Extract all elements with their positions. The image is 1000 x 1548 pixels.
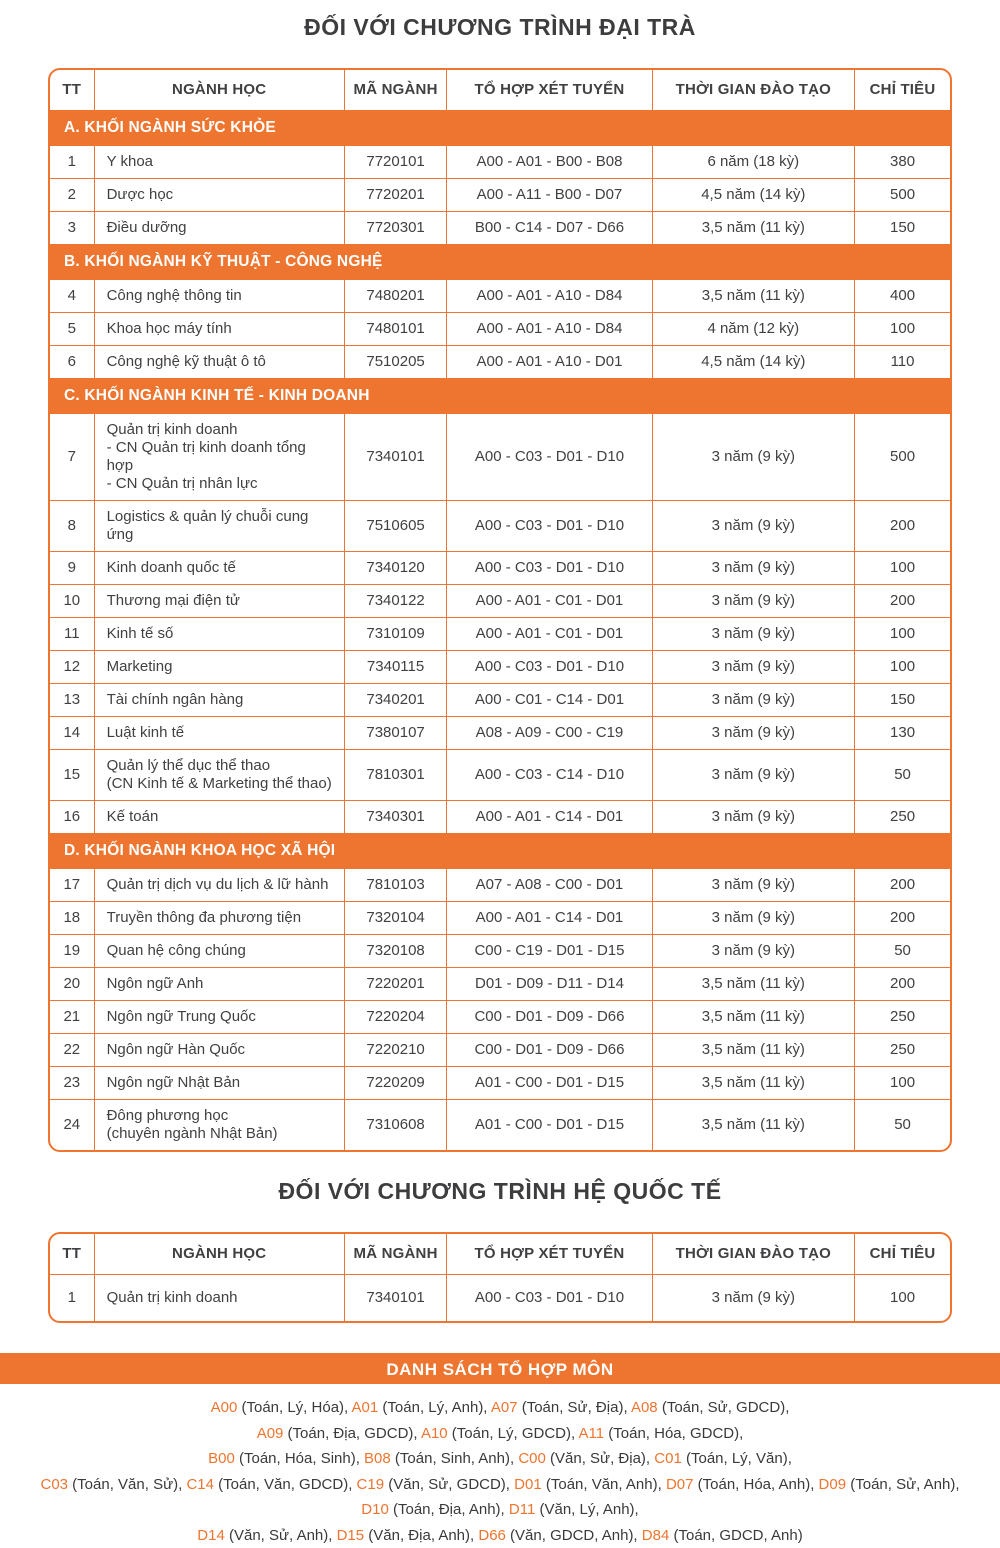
combo-subjects: (Toán, Văn, Sử), xyxy=(68,1476,182,1493)
cell-tt: 1 xyxy=(50,146,94,179)
cell-thoigian: 3 năm (9 kỳ) xyxy=(652,869,855,902)
cell-ma: 7480101 xyxy=(344,313,447,346)
column-header: CHỈ TIÊU xyxy=(855,70,950,111)
program-name-line: Ngôn ngữ Trung Quốc xyxy=(107,1008,336,1026)
cell-tohop: A00 - A01 - C01 - D01 xyxy=(447,618,652,651)
table-row xyxy=(50,346,950,379)
cell-tt: 3 xyxy=(50,212,94,245)
cell-chitieu: 200 xyxy=(855,869,950,902)
cell-tt: 8 xyxy=(50,501,94,552)
combo-line xyxy=(0,1497,1000,1523)
table-row xyxy=(50,801,950,834)
cell-thoigian: 3,5 năm (11 kỳ) xyxy=(652,1034,855,1067)
cell-nganh xyxy=(94,869,344,902)
program-name-line: (chuyên ngành Nhật Bản) xyxy=(107,1125,336,1143)
cell-ma: 7220210 xyxy=(344,1034,447,1067)
cell-nganh xyxy=(94,1001,344,1034)
column-header: MÃ NGÀNH xyxy=(344,70,447,111)
combo-subjects: (Toán, Hóa, Anh), xyxy=(693,1476,814,1493)
cell-tt: 18 xyxy=(50,902,94,935)
cell-tt: 19 xyxy=(50,935,94,968)
table-row xyxy=(50,935,950,968)
cell-thoigian: 3 năm (9 kỳ) xyxy=(652,651,855,684)
program-name-line: Y khoa xyxy=(107,153,336,171)
program-name-line: Điều dưỡng xyxy=(107,219,336,237)
cell-ma: 7340301 xyxy=(344,801,447,834)
section-band-row xyxy=(50,834,950,869)
table-row xyxy=(50,179,950,212)
program-name-line: Tài chính ngân hàng xyxy=(107,691,336,709)
program-name-line: Quản lý thể dục thể thao xyxy=(107,757,336,775)
section-band-row xyxy=(50,111,950,146)
table-row xyxy=(50,585,950,618)
cell-nganh xyxy=(94,935,344,968)
cell-tt: 1 xyxy=(50,1275,94,1322)
program-name-line: Marketing xyxy=(107,658,336,676)
program-name-line: Dược học xyxy=(107,186,336,204)
combo-subjects: (Toán, Lý, Văn), xyxy=(682,1450,792,1467)
program-table-regular-grid xyxy=(50,70,950,1150)
page-title-regular-program: ĐỐI VỚI CHƯƠNG TRÌNH ĐẠI TRÀ xyxy=(0,14,1000,41)
cell-tohop: A08 - A09 - C00 - C19 xyxy=(447,717,652,750)
cell-tt: 2 xyxy=(50,179,94,212)
program-name-line: Công nghệ kỹ thuật ô tô xyxy=(107,353,336,371)
cell-ma: 7320104 xyxy=(344,902,447,935)
program-table-international-grid xyxy=(50,1234,950,1321)
cell-chitieu: 100 xyxy=(855,313,950,346)
cell-thoigian: 3,5 năm (11 kỳ) xyxy=(652,212,855,245)
cell-thoigian: 3,5 năm (11 kỳ) xyxy=(652,1001,855,1034)
cell-ma: 7220201 xyxy=(344,968,447,1001)
cell-ma: 7310608 xyxy=(344,1100,447,1151)
combo-line xyxy=(0,1446,1000,1472)
program-name-line: - CN Quản trị nhân lực xyxy=(107,475,336,493)
column-header: MÃ NGÀNH xyxy=(344,1234,447,1275)
cell-thoigian: 3 năm (9 kỳ) xyxy=(652,1275,855,1322)
table-row xyxy=(50,313,950,346)
combo-subjects: (Toán, Sử, Địa), xyxy=(518,1399,628,1416)
cell-tohop: A07 - A08 - C00 - D01 xyxy=(447,869,652,902)
cell-tt: 5 xyxy=(50,313,94,346)
table-row xyxy=(50,552,950,585)
cell-thoigian: 3 năm (9 kỳ) xyxy=(652,552,855,585)
program-name-line: Kinh doanh quốc tế xyxy=(107,559,336,577)
table-row xyxy=(50,717,950,750)
cell-nganh xyxy=(94,684,344,717)
cell-nganh xyxy=(94,1275,344,1322)
cell-tohop: A00 - C03 - D01 - D10 xyxy=(447,651,652,684)
program-name-line: Đông phương học xyxy=(107,1107,336,1125)
cell-ma: 7720201 xyxy=(344,179,447,212)
combo-code: A00 xyxy=(211,1399,238,1416)
cell-thoigian: 3,5 năm (11 kỳ) xyxy=(652,968,855,1001)
table-row xyxy=(50,618,950,651)
cell-chitieu: 100 xyxy=(855,618,950,651)
table-row xyxy=(50,146,950,179)
program-name-line: Thương mại điện tử xyxy=(107,592,336,610)
cell-chitieu: 50 xyxy=(855,935,950,968)
section-band-label: A. KHỐI NGÀNH SỨC KHỎE xyxy=(50,111,950,146)
cell-chitieu: 500 xyxy=(855,414,950,501)
cell-chitieu: 150 xyxy=(855,212,950,245)
combo-line xyxy=(0,1472,1000,1498)
cell-tt: 10 xyxy=(50,585,94,618)
program-name-line: Quản trị kinh doanh xyxy=(107,421,336,439)
combo-code: B08 xyxy=(364,1450,391,1467)
subject-combos-banner-title: DANH SÁCH TỔ HỢP MÔN xyxy=(386,1360,613,1379)
cell-ma: 7340115 xyxy=(344,651,447,684)
cell-tt: 15 xyxy=(50,750,94,801)
column-header: CHỈ TIÊU xyxy=(855,1234,950,1275)
combo-line xyxy=(0,1421,1000,1447)
cell-tt: 21 xyxy=(50,1001,94,1034)
cell-tohop: A00 - C01 - C14 - D01 xyxy=(447,684,652,717)
cell-tohop: A00 - A01 - C01 - D01 xyxy=(447,585,652,618)
cell-tohop: A01 - C00 - D01 - D15 xyxy=(447,1067,652,1100)
program-name-line: Kinh tế số xyxy=(107,625,336,643)
cell-thoigian: 3 năm (9 kỳ) xyxy=(652,801,855,834)
combo-code: B00 xyxy=(208,1450,235,1467)
combo-code: A11 xyxy=(579,1425,605,1442)
combo-code: A09 xyxy=(257,1425,284,1442)
cell-ma: 7480201 xyxy=(344,280,447,313)
cell-chitieu: 200 xyxy=(855,902,950,935)
cell-nganh xyxy=(94,280,344,313)
cell-nganh xyxy=(94,313,344,346)
cell-nganh xyxy=(94,146,344,179)
cell-tt: 11 xyxy=(50,618,94,651)
cell-tohop: A00 - A01 - A10 - D01 xyxy=(447,346,652,379)
header-row xyxy=(50,1234,950,1275)
section-band-label: D. KHỐI NGÀNH KHOA HỌC XÃ HỘI xyxy=(50,834,950,869)
cell-nganh xyxy=(94,179,344,212)
section-band-row xyxy=(50,379,950,414)
cell-tohop: A00 - A01 - B00 - B08 xyxy=(447,146,652,179)
combo-code: C03 xyxy=(40,1476,68,1493)
combo-subjects: (Văn, Sử, Anh), xyxy=(225,1527,333,1544)
program-name-line: (CN Kinh tế & Marketing thể thao) xyxy=(107,775,336,793)
cell-nganh xyxy=(94,552,344,585)
cell-tohop: A00 - C03 - D01 - D10 xyxy=(447,414,652,501)
combo-subjects: (Toán, Sử, GDCD), xyxy=(658,1399,790,1416)
cell-chitieu: 250 xyxy=(855,801,950,834)
combo-subjects: (Toán, Hóa, GDCD), xyxy=(604,1425,743,1442)
cell-ma: 7340101 xyxy=(344,414,447,501)
table-row xyxy=(50,280,950,313)
table-row xyxy=(50,869,950,902)
cell-nganh xyxy=(94,501,344,552)
cell-ma: 7380107 xyxy=(344,717,447,750)
cell-nganh xyxy=(94,902,344,935)
cell-tohop: A00 - A01 - A10 - D84 xyxy=(447,280,652,313)
table-row xyxy=(50,1034,950,1067)
combo-subjects: (Văn, GDCD, Anh), xyxy=(506,1527,638,1544)
cell-thoigian: 3 năm (9 kỳ) xyxy=(652,902,855,935)
cell-tohop: C00 - C19 - D01 - D15 xyxy=(447,935,652,968)
cell-tohop: A00 - A01 - A10 - D84 xyxy=(447,313,652,346)
combo-subjects: (Toán, Địa, GDCD), xyxy=(283,1425,417,1442)
program-name-line: Khoa học máy tính xyxy=(107,320,336,338)
combo-code: A01 xyxy=(352,1399,379,1416)
program-name-line: Quản trị dịch vụ du lịch & lữ hành xyxy=(107,876,336,894)
column-header: TT xyxy=(50,1234,94,1275)
cell-ma: 7810103 xyxy=(344,869,447,902)
page-title-international-program: ĐỐI VỚI CHƯƠNG TRÌNH HỆ QUỐC TẾ xyxy=(0,1178,1000,1205)
combo-line xyxy=(0,1395,1000,1421)
section-band-label: C. KHỐI NGÀNH KINH TẾ - KINH DOANH xyxy=(50,379,950,414)
table-row xyxy=(50,1067,950,1100)
cell-tohop: A00 - A11 - B00 - D07 xyxy=(447,179,652,212)
combo-subjects: (Văn, Lý, Anh), xyxy=(535,1501,638,1518)
cell-nganh xyxy=(94,968,344,1001)
table-row xyxy=(50,684,950,717)
cell-tt: 22 xyxy=(50,1034,94,1067)
cell-tt: 6 xyxy=(50,346,94,379)
cell-chitieu: 500 xyxy=(855,179,950,212)
cell-ma: 7510605 xyxy=(344,501,447,552)
table-row xyxy=(50,750,950,801)
cell-thoigian: 3 năm (9 kỳ) xyxy=(652,717,855,750)
cell-tt: 7 xyxy=(50,414,94,501)
cell-tohop: A00 - C03 - D01 - D10 xyxy=(447,552,652,585)
cell-thoigian: 6 năm (18 kỳ) xyxy=(652,146,855,179)
cell-tt: 16 xyxy=(50,801,94,834)
cell-nganh xyxy=(94,585,344,618)
cell-tt: 4 xyxy=(50,280,94,313)
cell-tt: 17 xyxy=(50,869,94,902)
table-row xyxy=(50,212,950,245)
cell-thoigian: 4,5 năm (14 kỳ) xyxy=(652,346,855,379)
program-name-line: Luật kinh tế xyxy=(107,724,336,742)
combo-code: C00 xyxy=(518,1450,546,1467)
cell-ma: 7340122 xyxy=(344,585,447,618)
cell-nganh xyxy=(94,1100,344,1151)
cell-chitieu: 250 xyxy=(855,1001,950,1034)
program-name-line: Truyền thông đa phương tiện xyxy=(107,909,336,927)
program-name-line: Ngôn ngữ Nhật Bản xyxy=(107,1074,336,1092)
cell-chitieu: 200 xyxy=(855,585,950,618)
combo-code: D11 xyxy=(509,1501,535,1518)
combo-code: A10 xyxy=(421,1425,448,1442)
combo-code: D07 xyxy=(666,1476,694,1493)
cell-chitieu: 380 xyxy=(855,146,950,179)
cell-thoigian: 4 năm (12 kỳ) xyxy=(652,313,855,346)
combo-subjects: (Văn, Địa, Anh), xyxy=(364,1527,474,1544)
cell-chitieu: 100 xyxy=(855,1067,950,1100)
cell-chitieu: 150 xyxy=(855,684,950,717)
combo-subjects: (Toán, Văn, GDCD), xyxy=(214,1476,352,1493)
cell-thoigian: 3 năm (9 kỳ) xyxy=(652,750,855,801)
column-header: NGÀNH HỌC xyxy=(94,1234,344,1275)
cell-chitieu: 400 xyxy=(855,280,950,313)
cell-chitieu: 200 xyxy=(855,501,950,552)
program-name-line: Ngôn ngữ Hàn Quốc xyxy=(107,1041,336,1059)
cell-chitieu: 200 xyxy=(855,968,950,1001)
column-header: THỜI GIAN ĐÀO TẠO xyxy=(652,1234,855,1275)
program-name-line: Kế toán xyxy=(107,808,336,826)
cell-chitieu: 100 xyxy=(855,552,950,585)
cell-nganh xyxy=(94,801,344,834)
combo-subjects: (Toán, Hóa, Sinh), xyxy=(235,1450,360,1467)
program-name-line: - CN Quản trị kinh doanh tổng hợp xyxy=(107,439,336,475)
combo-code: D15 xyxy=(337,1527,365,1544)
cell-chitieu: 130 xyxy=(855,717,950,750)
cell-nganh xyxy=(94,414,344,501)
combo-subjects: (Văn, Sử, Địa), xyxy=(546,1450,650,1467)
combo-subjects: (Toán, GDCD, Anh) xyxy=(669,1527,802,1544)
cell-nganh xyxy=(94,651,344,684)
column-header: NGÀNH HỌC xyxy=(94,70,344,111)
program-table-international xyxy=(48,1232,952,1323)
combo-line xyxy=(0,1523,1000,1548)
program-name-line: Công nghệ thông tin xyxy=(107,287,336,305)
cell-tt: 24 xyxy=(50,1100,94,1151)
column-header: TỔ HỢP XÉT TUYỂN xyxy=(447,70,652,111)
cell-tt: 9 xyxy=(50,552,94,585)
combo-code: D10 xyxy=(361,1501,389,1518)
cell-thoigian: 3 năm (9 kỳ) xyxy=(652,414,855,501)
cell-tt: 13 xyxy=(50,684,94,717)
cell-tohop: A00 - C03 - D01 - D10 xyxy=(447,1275,652,1322)
table-row xyxy=(50,651,950,684)
cell-nganh xyxy=(94,212,344,245)
program-name-line: Logistics & quản lý chuỗi cung ứng xyxy=(107,508,336,544)
cell-tohop: A00 - C03 - C14 - D10 xyxy=(447,750,652,801)
combo-code: D66 xyxy=(478,1527,506,1544)
program-name-line: Quản trị kinh doanh xyxy=(107,1289,336,1307)
header-row xyxy=(50,70,950,111)
program-name-line: Quan hệ công chúng xyxy=(107,942,336,960)
cell-nganh xyxy=(94,618,344,651)
cell-ma: 7720101 xyxy=(344,146,447,179)
cell-chitieu: 100 xyxy=(855,651,950,684)
cell-tohop: B00 - C14 - D07 - D66 xyxy=(447,212,652,245)
table-row xyxy=(50,414,950,501)
cell-tt: 12 xyxy=(50,651,94,684)
cell-chitieu: 110 xyxy=(855,346,950,379)
combo-code: D01 xyxy=(514,1476,542,1493)
combo-code: C01 xyxy=(654,1450,682,1467)
table-row xyxy=(50,1001,950,1034)
cell-ma: 7810301 xyxy=(344,750,447,801)
combo-code: C19 xyxy=(357,1476,385,1493)
table-row xyxy=(50,501,950,552)
combo-subjects: (Toán, Sử, Anh), xyxy=(846,1476,959,1493)
combo-code: D14 xyxy=(197,1527,225,1544)
cell-thoigian: 3 năm (9 kỳ) xyxy=(652,585,855,618)
combo-subjects: (Toán, Địa, Anh), xyxy=(389,1501,505,1518)
cell-thoigian: 3 năm (9 kỳ) xyxy=(652,684,855,717)
cell-tohop: A00 - C03 - D01 - D10 xyxy=(447,501,652,552)
combo-subjects: (Toán, Lý, Hóa), xyxy=(237,1399,348,1416)
cell-nganh xyxy=(94,750,344,801)
combo-code: A07 xyxy=(491,1399,518,1416)
cell-tt: 14 xyxy=(50,717,94,750)
section-band-row xyxy=(50,245,950,280)
combo-subjects: (Văn, Sử, GDCD), xyxy=(384,1476,510,1493)
cell-ma: 7510205 xyxy=(344,346,447,379)
subject-combos-banner xyxy=(0,1353,1000,1384)
cell-chitieu: 50 xyxy=(855,1100,950,1151)
subject-combos-list xyxy=(0,1395,1000,1548)
cell-ma: 7320108 xyxy=(344,935,447,968)
cell-tt: 23 xyxy=(50,1067,94,1100)
cell-nganh xyxy=(94,717,344,750)
combo-code: D09 xyxy=(819,1476,847,1493)
column-header: TT xyxy=(50,70,94,111)
cell-nganh xyxy=(94,346,344,379)
program-name-line: Ngôn ngữ Anh xyxy=(107,975,336,993)
table-row xyxy=(50,902,950,935)
cell-thoigian: 3,5 năm (11 kỳ) xyxy=(652,1100,855,1151)
table-row xyxy=(50,1100,950,1151)
cell-ma: 7220204 xyxy=(344,1001,447,1034)
cell-nganh xyxy=(94,1067,344,1100)
cell-chitieu: 250 xyxy=(855,1034,950,1067)
column-header: THỜI GIAN ĐÀO TẠO xyxy=(652,70,855,111)
cell-ma: 7220209 xyxy=(344,1067,447,1100)
cell-tohop: C00 - D01 - D09 - D66 xyxy=(447,1001,652,1034)
table-row xyxy=(50,968,950,1001)
combo-subjects: (Toán, Văn, Anh), xyxy=(542,1476,662,1493)
section-band-label: B. KHỐI NGÀNH KỸ THUẬT - CÔNG NGHỆ xyxy=(50,245,950,280)
cell-chitieu: 50 xyxy=(855,750,950,801)
cell-thoigian: 3,5 năm (11 kỳ) xyxy=(652,1067,855,1100)
cell-thoigian: 3 năm (9 kỳ) xyxy=(652,935,855,968)
cell-tohop: A00 - A01 - C14 - D01 xyxy=(447,902,652,935)
cell-tohop: A00 - A01 - C14 - D01 xyxy=(447,801,652,834)
cell-chitieu: 100 xyxy=(855,1275,950,1322)
cell-thoigian: 3 năm (9 kỳ) xyxy=(652,618,855,651)
cell-tohop: A01 - C00 - D01 - D15 xyxy=(447,1100,652,1151)
combo-subjects: (Toán, Lý, Anh), xyxy=(378,1399,487,1416)
cell-ma: 7720301 xyxy=(344,212,447,245)
program-table-regular xyxy=(48,68,952,1152)
cell-ma: 7340101 xyxy=(344,1275,447,1322)
combo-code: A08 xyxy=(631,1399,658,1416)
cell-ma: 7340201 xyxy=(344,684,447,717)
cell-nganh xyxy=(94,1034,344,1067)
cell-thoigian: 4,5 năm (14 kỳ) xyxy=(652,179,855,212)
combo-subjects: (Toán, Lý, GDCD), xyxy=(448,1425,576,1442)
table-row xyxy=(50,1275,950,1322)
combo-code: C14 xyxy=(186,1476,214,1493)
cell-thoigian: 3 năm (9 kỳ) xyxy=(652,501,855,552)
cell-tt: 20 xyxy=(50,968,94,1001)
cell-tohop: D01 - D09 - D11 - D14 xyxy=(447,968,652,1001)
cell-ma: 7340120 xyxy=(344,552,447,585)
cell-tohop: C00 - D01 - D09 - D66 xyxy=(447,1034,652,1067)
cell-ma: 7310109 xyxy=(344,618,447,651)
column-header: TỔ HỢP XÉT TUYỂN xyxy=(447,1234,652,1275)
cell-thoigian: 3,5 năm (11 kỳ) xyxy=(652,280,855,313)
combo-subjects: (Toán, Sinh, Anh), xyxy=(391,1450,514,1467)
combo-code: D84 xyxy=(642,1527,670,1544)
